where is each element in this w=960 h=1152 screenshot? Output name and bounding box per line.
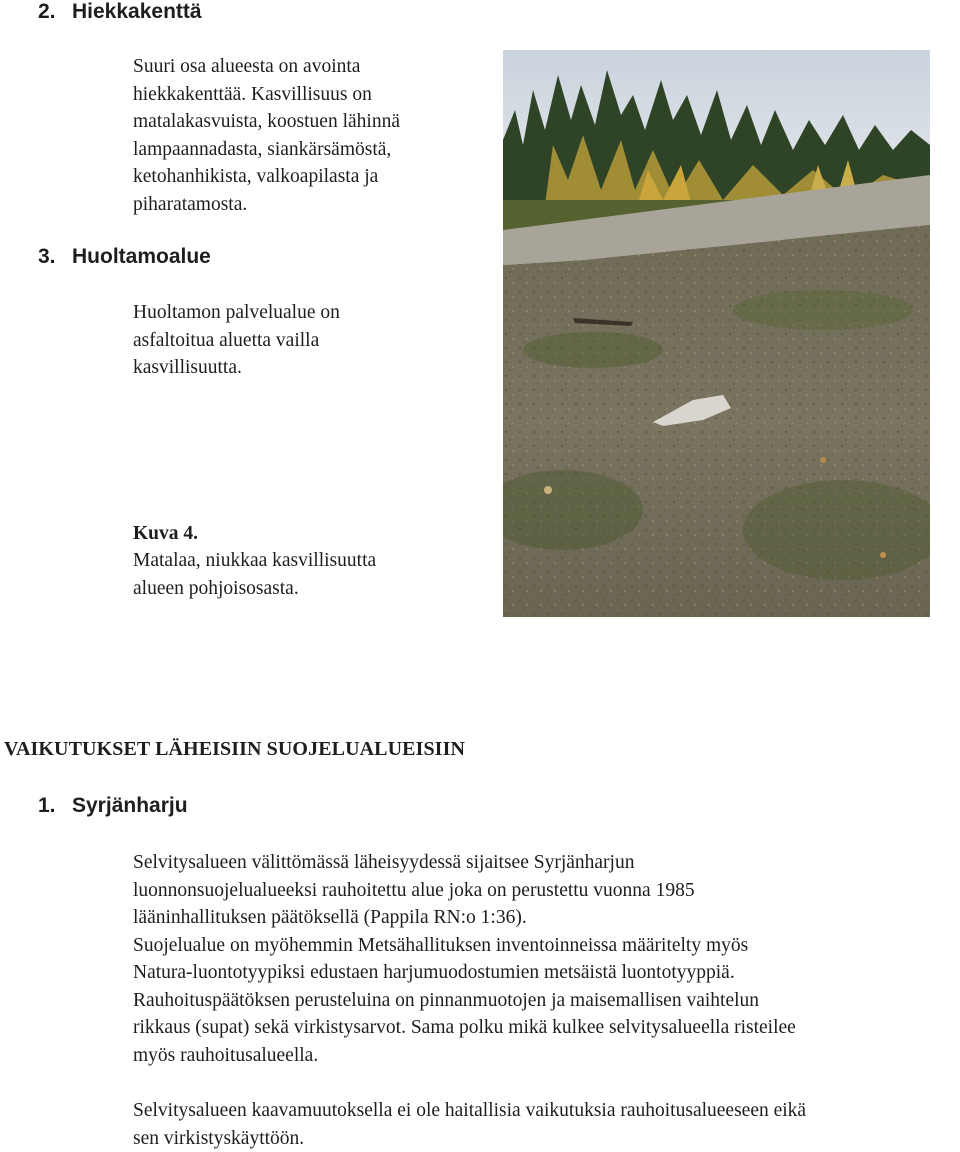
section-title: Syrjänharju: [72, 794, 188, 817]
section-number: 1.: [38, 794, 56, 817]
section-number: 2.: [38, 0, 56, 23]
section-body-huoltamoalue: Huoltamon palvelualue on asfaltoitua aluetta vailla kasvillisuutta.: [133, 302, 340, 378]
section-body-hiekkakentta: Suuri osa alueesta on avointa hiekkakenttää. Kasvillisuus on matalakasvuista, koostuen lähinnä lampaannadasta, siankärsämöstä, ketohanhikista, valkoapilasta ja piharatamosta.: [133, 56, 400, 215]
figure-photo: [503, 50, 930, 617]
main-heading: VAIKUTUKSET LÄHEISIIN SUOJELUALUEISIIN: [4, 738, 465, 760]
section-heading-huoltamoalue: [38, 245, 211, 269]
section-heading-syrjanharju: [38, 794, 188, 818]
section-title: Huoltamoalue: [72, 245, 211, 268]
section-number: 3.: [38, 245, 56, 268]
photo-sandy-ground-with-forest-edge-icon: [503, 50, 930, 617]
figure-label: Kuva 4.: [133, 523, 199, 544]
figure-caption: Matalaa, niukkaa kasvillisuutta alueen pohjoisosasta.: [133, 550, 377, 599]
syrjanharju-paragraph-1: Selvitysalueen välittömässä läheisyydessä sijaitsee Syrjänharjun luonnonsuojelualueeksi rauhoitettu alue joka on perustettu vuonna 1985 lääninhallituksen päätöksellä (Pappila RN:o 1:36). Suojelualue on myöhemmin Metsähallituksen inventoinneissa määritelty myös Natura-luontotyypiksi edustaen harjumuodostumien metsäistä luontotyyppiä. Rauhoituspäätöksen perusteluina on pinnanmuotojen ja maisemallisen vaihtelun rikkaus (supat) sekä virkistysarvot. Sama polku mikä kulkee selvitysalueella risteilee myös rauhoitusalueella.: [133, 852, 796, 1066]
section-heading-hiekkakentta: [38, 0, 202, 24]
section-title: Hiekkakenttä: [72, 0, 202, 23]
syrjanharju-paragraph-2: Selvitysalueen kaavamuutoksella ei ole haitallisia vaikutuksia rauhoitusalueeseen eikä sen virkistyskäyttöön.: [133, 1100, 807, 1149]
